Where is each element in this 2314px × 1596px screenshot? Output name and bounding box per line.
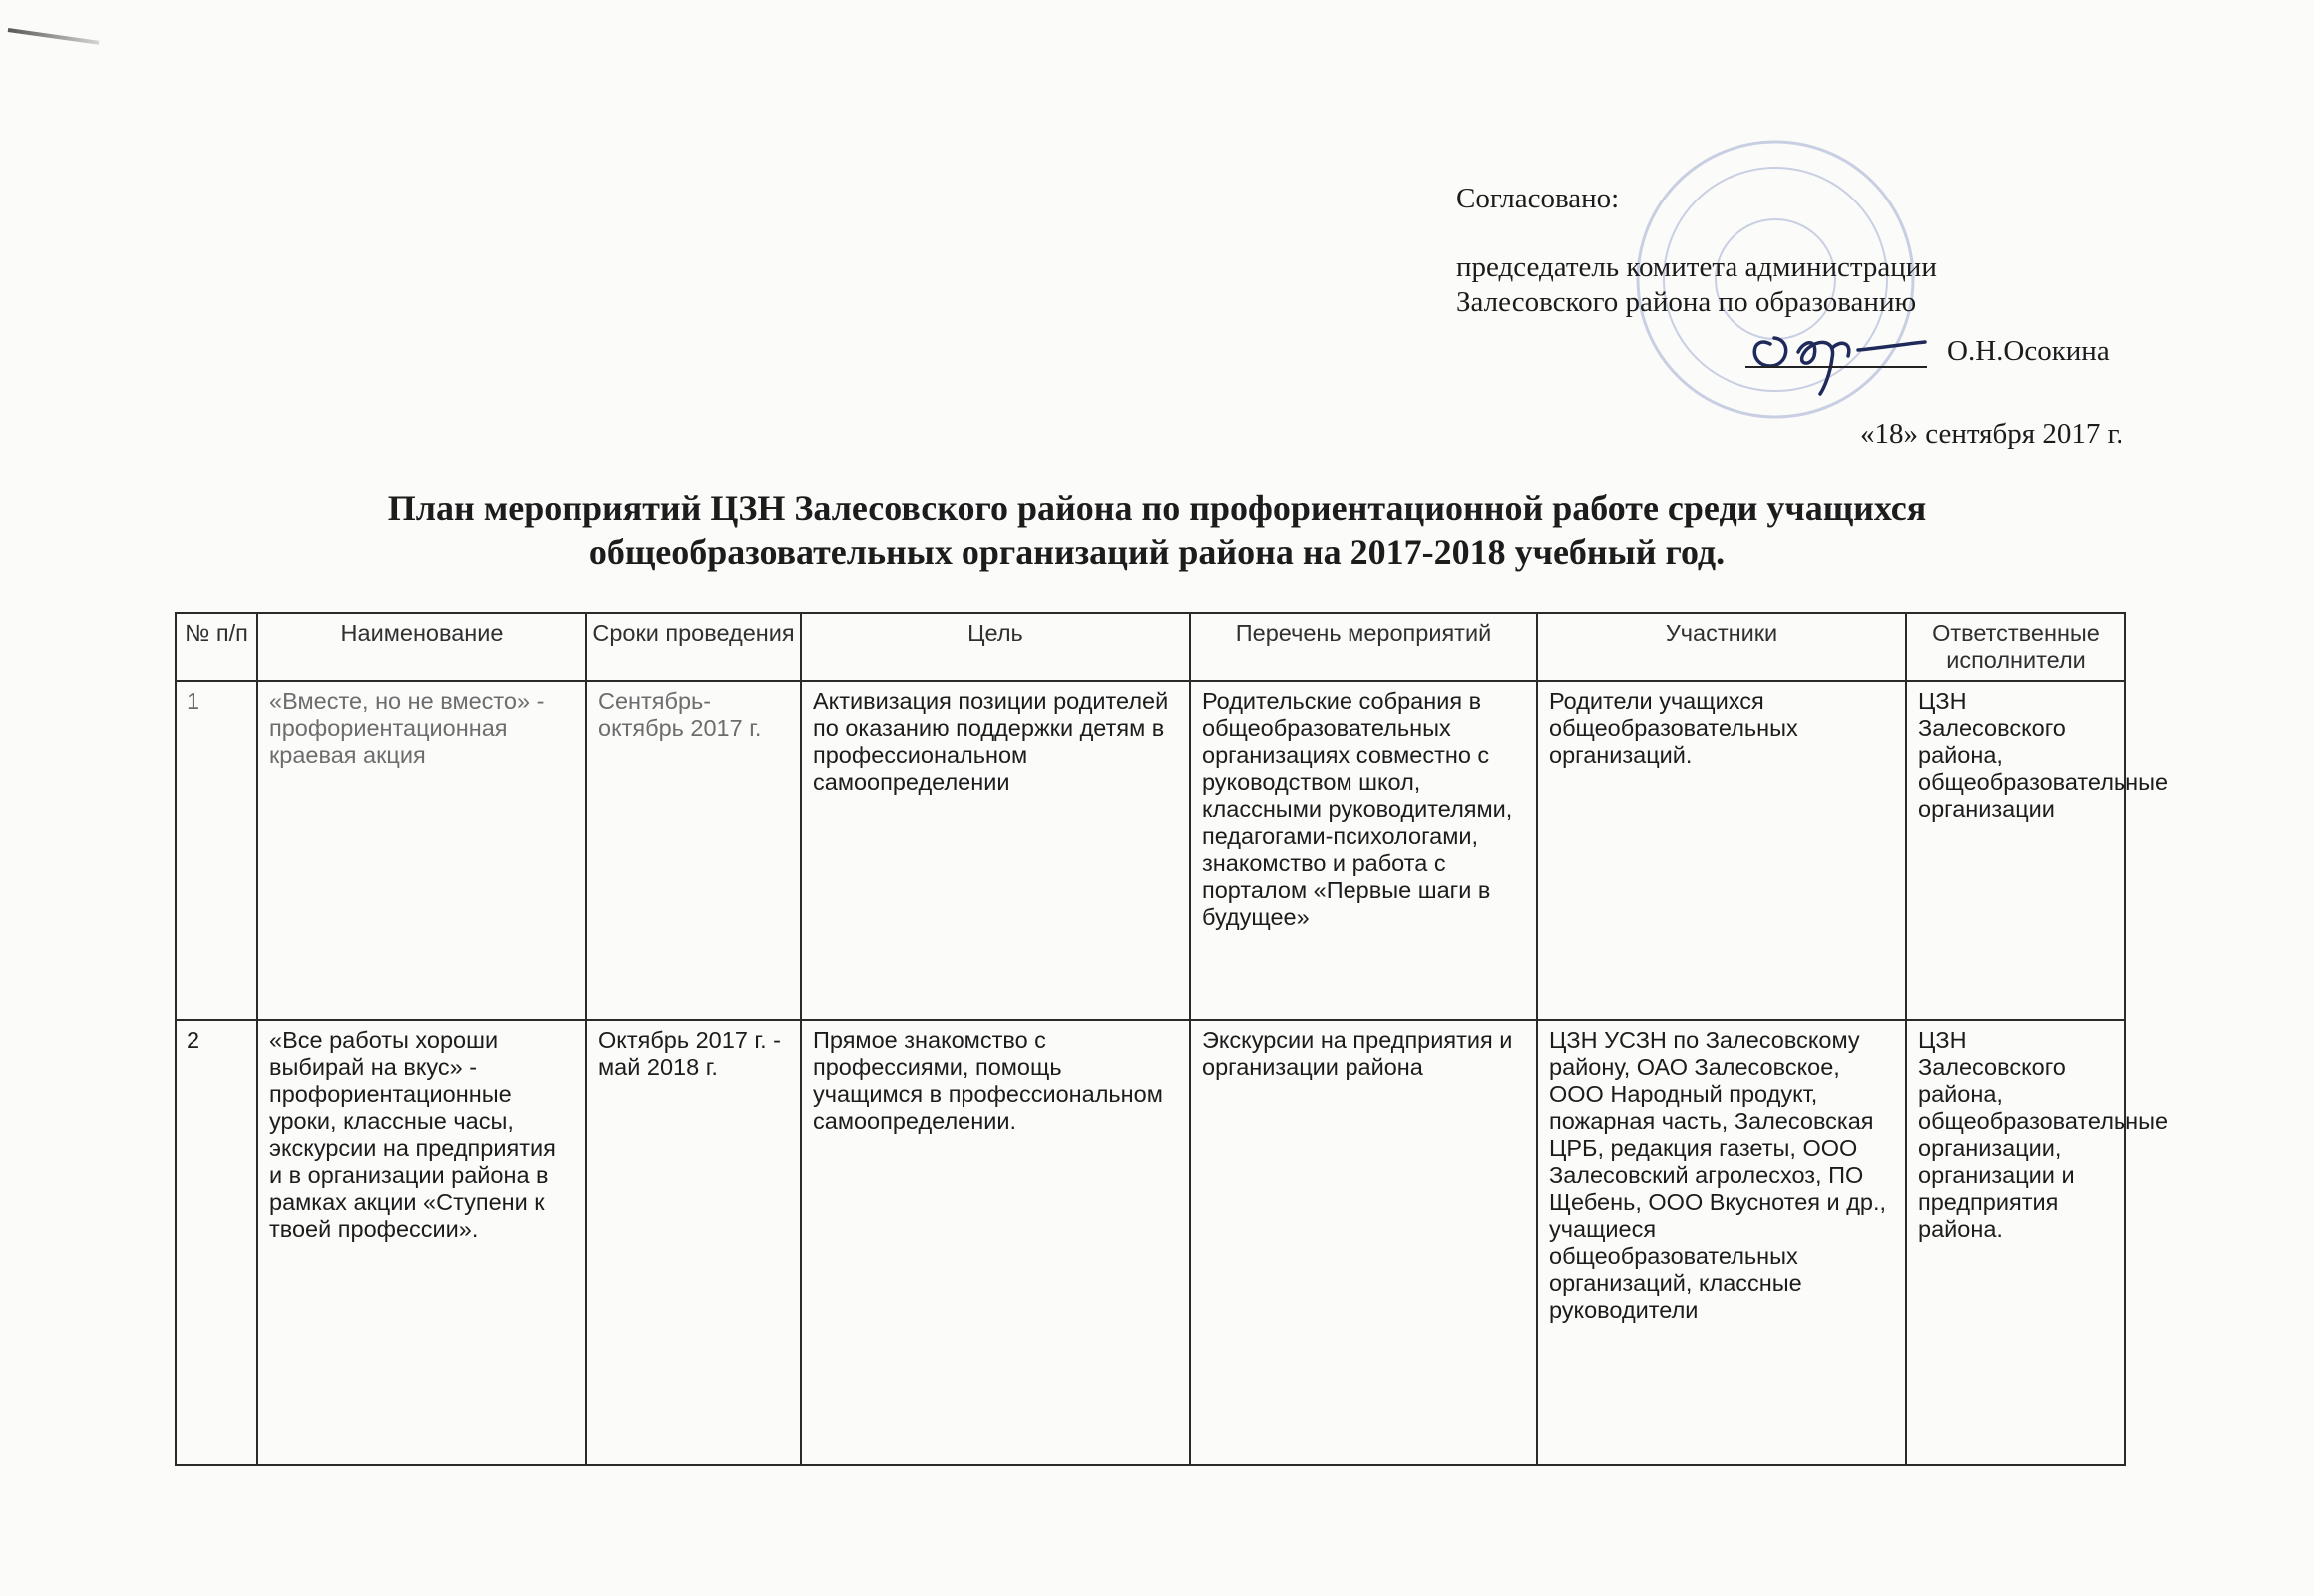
cell-goal: Прямое знакомство с профессиями, помощь учащимся в профессиональном самоопределении. bbox=[801, 1020, 1190, 1465]
title-line1: План мероприятий ЦЗН Залесовского района по профориентационной работе среди учащихся bbox=[387, 488, 1927, 528]
cell-participants: Родители учащихся общеобразовательных организаций. bbox=[1537, 681, 1906, 1020]
approval-position-line2: Залесовского района по образованию bbox=[1456, 286, 1917, 318]
document-title bbox=[0, 486, 2314, 574]
scan-edge-mark bbox=[8, 28, 100, 45]
table-row bbox=[176, 1020, 2125, 1465]
signatory-name: О.Н.Осокина bbox=[1947, 335, 2110, 367]
approval-block bbox=[1456, 182, 2214, 450]
header-dates: Сроки проведения bbox=[586, 613, 801, 681]
cell-dates: Октябрь 2017 г. - май 2018 г. bbox=[586, 1020, 801, 1465]
header-responsible: Ответственные исполнители bbox=[1906, 613, 2125, 681]
plan-table bbox=[175, 612, 2169, 1466]
header-name: Наименование bbox=[257, 613, 586, 681]
cell-events: Экскурсии на предприятия и организации района bbox=[1190, 1020, 1537, 1465]
cell-name: «Все работы хороши выбирай на вкус» - профориентационные уроки, классные часы, экскурсии на предприятия и в организации района в рамках акции «Ступени к твоей профессии». bbox=[257, 1020, 586, 1465]
signature-row bbox=[1456, 330, 2214, 374]
cell-num: 1 bbox=[176, 681, 257, 1020]
cell-responsible: ЦЗН Залесовского района, общеобразовательные организации bbox=[1906, 681, 2125, 1020]
header-participants: Участники bbox=[1537, 613, 1906, 681]
signature-line bbox=[1745, 366, 1927, 368]
cell-name: «Вместе, но не вместо» - профориентационная краевая акция bbox=[257, 681, 586, 1020]
approval-heading: Согласовано: bbox=[1456, 183, 1620, 214]
table-row bbox=[176, 681, 2125, 1020]
cell-events: Родительские собрания в общеобразовательных организациях совместно с руководством школ, классными руководителями, педагогами-психологами, знакомство и работа с порталом «Первые шаги в будущее» bbox=[1190, 681, 1537, 1020]
approval-position-line1: председатель комитета администрации bbox=[1456, 251, 1937, 283]
handwritten-signature bbox=[1740, 304, 1930, 396]
header-num: № п/п bbox=[176, 613, 257, 681]
title-line2: общеобразовательных организаций района на 2017-2018 учебный год. bbox=[588, 532, 1726, 572]
cell-responsible: ЦЗН Залесовского района, общеобразовательные организации, организации и предприятия района. bbox=[1906, 1020, 2125, 1465]
table-header-row bbox=[176, 613, 2125, 681]
header-goal: Цель bbox=[801, 613, 1190, 681]
cell-goal: Активизация позиции родителей по оказанию поддержки детям в профессиональном самоопределении bbox=[801, 681, 1190, 1020]
cell-num: 2 bbox=[176, 1020, 257, 1465]
cell-participants: ЦЗН УСЗН по Залесовскому району, ОАО Залесовское, ООО Народный продукт, пожарная часть, Залесовская ЦРБ, редакция газеты, ООО Залесовский агролесхоз, ПО Щебень, ООО Вкуснотея и др., учащиеся общеобразовательных организаций, классные руководители bbox=[1537, 1020, 1906, 1465]
approval-date: «18» сентября 2017 г. bbox=[1860, 418, 2123, 450]
cell-dates: Сентябрь-октябрь 2017 г. bbox=[586, 681, 801, 1020]
header-events: Перечень мероприятий bbox=[1190, 613, 1537, 681]
